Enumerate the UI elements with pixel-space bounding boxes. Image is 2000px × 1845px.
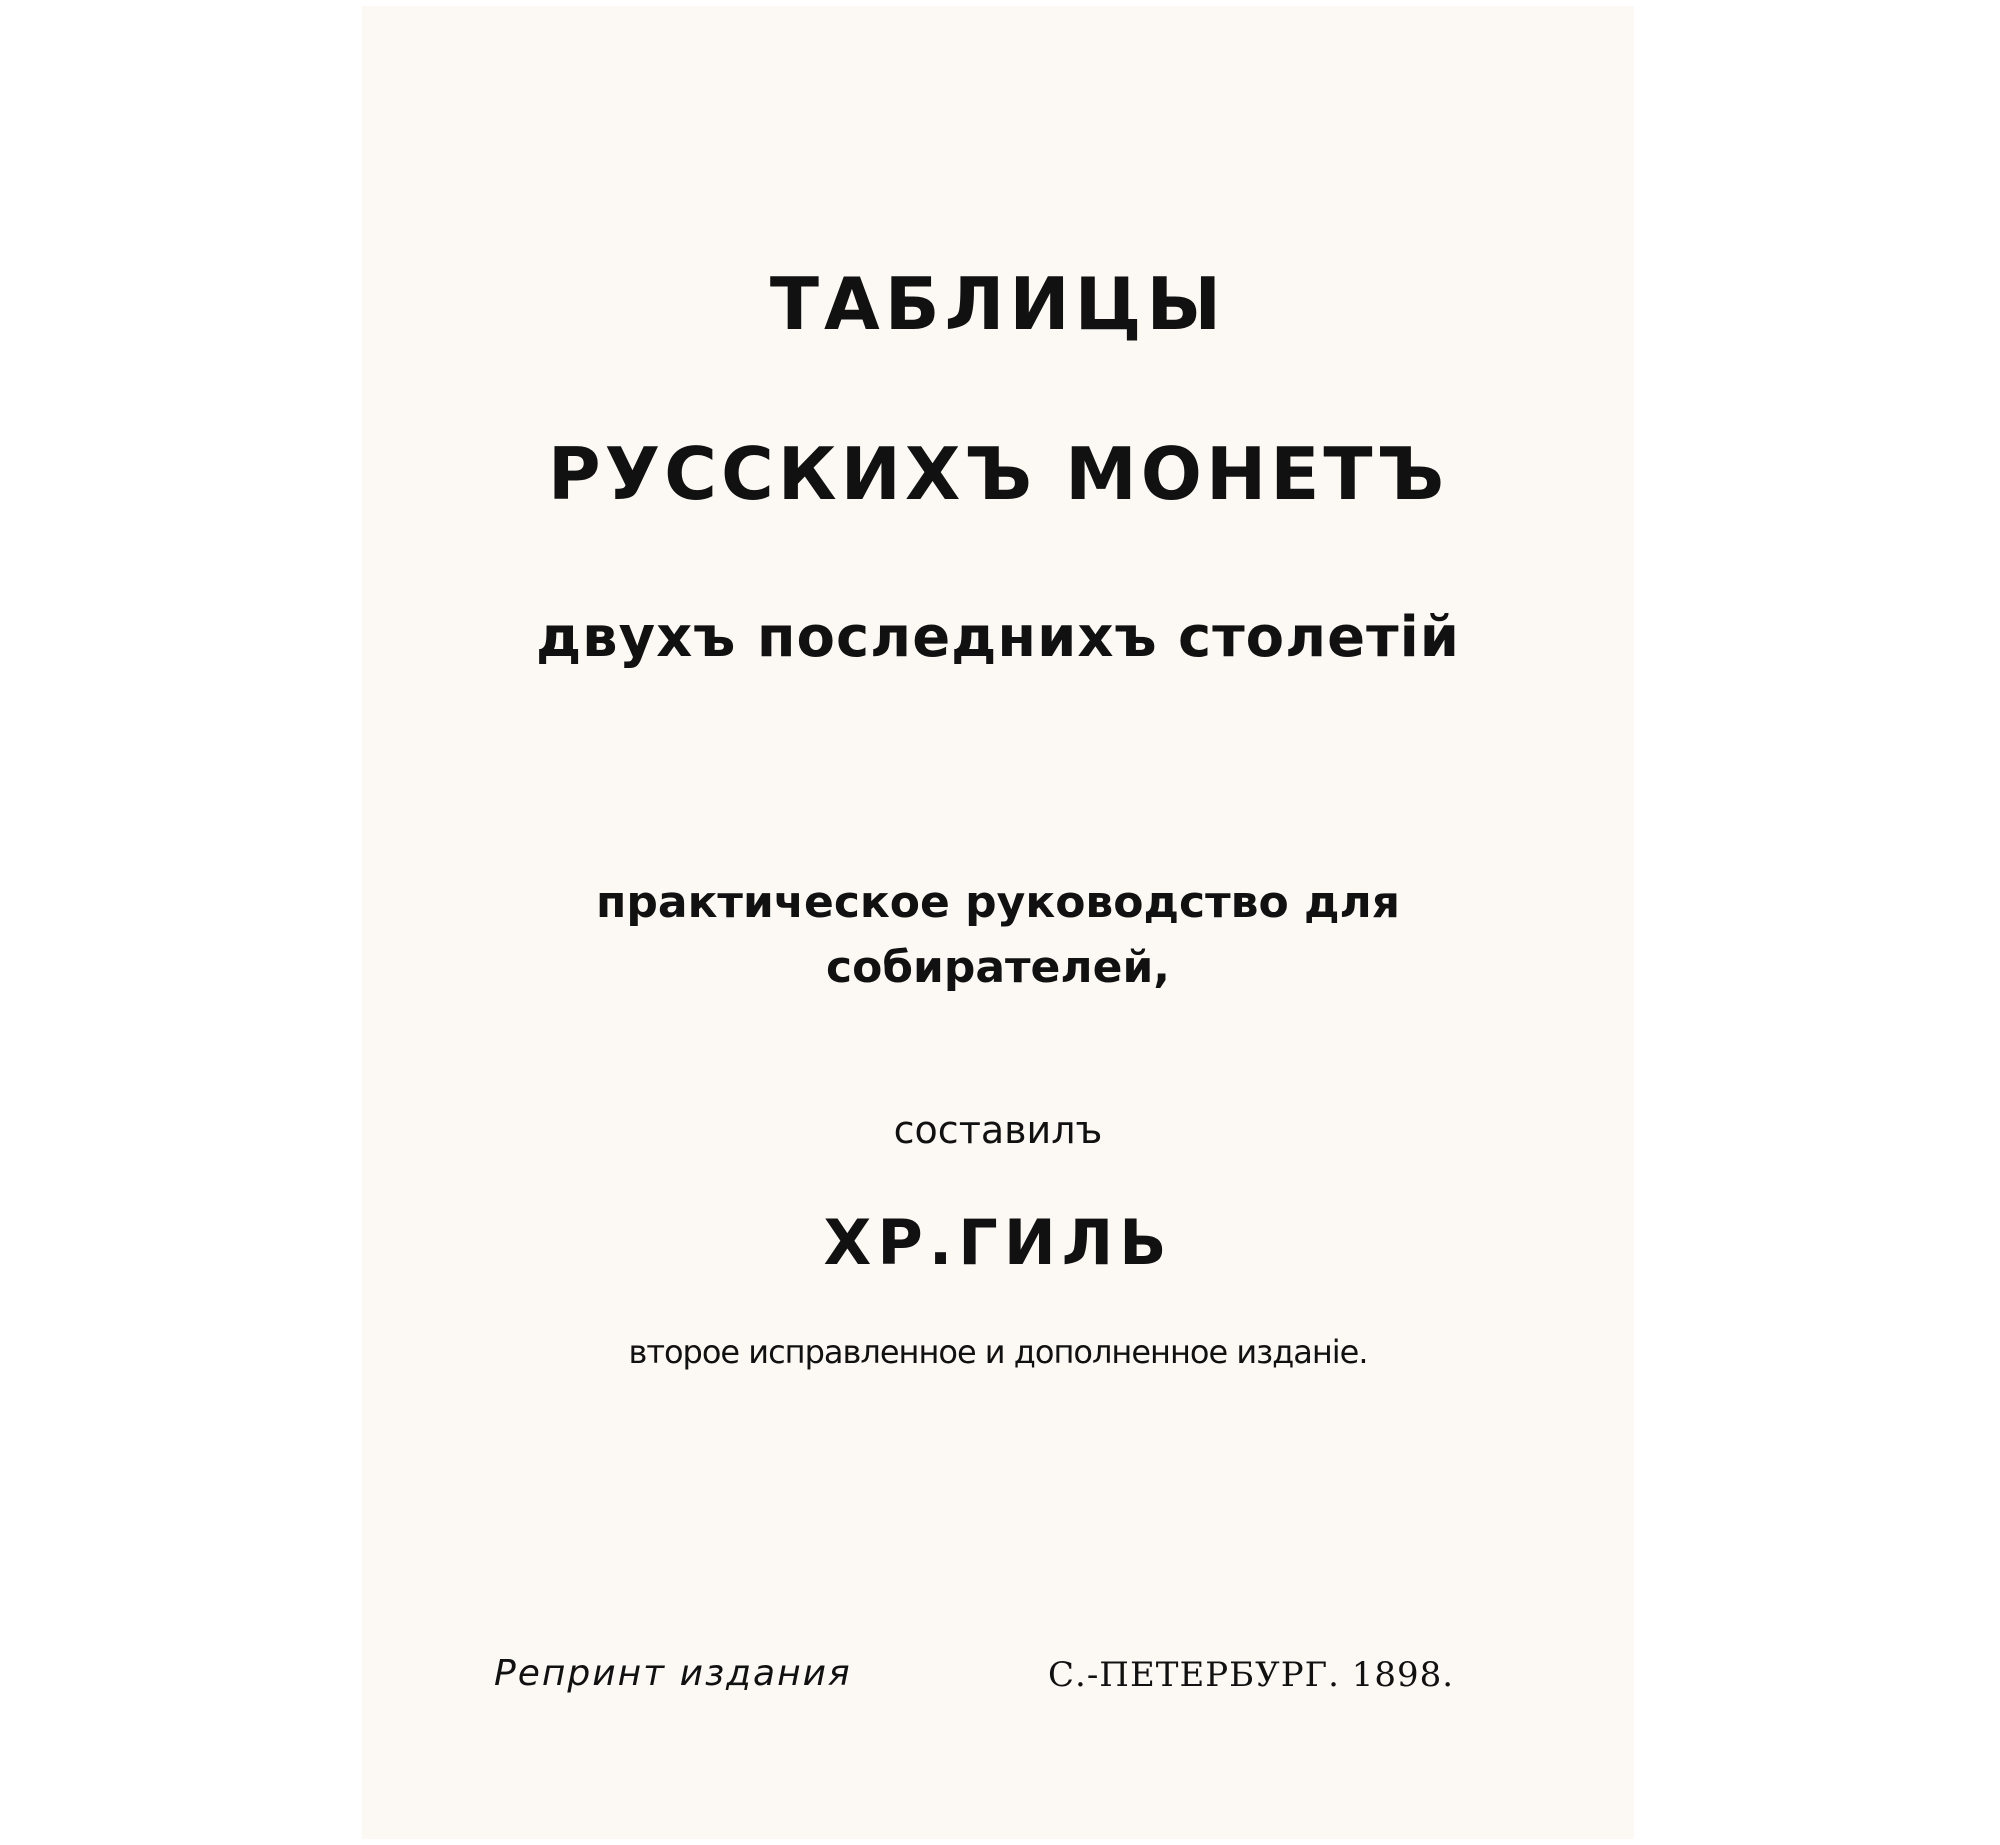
imprint-place-year: С.-ПЕТЕРБУРГ. 1898. (1048, 1655, 1455, 1695)
title-line-1: ТАБЛИЦЫ (769, 262, 1227, 346)
edition-note: второе исправленное и дополненное изданiе. (628, 1333, 1368, 1371)
title-line-3: двухъ последнихъ столетiй (535, 605, 1461, 670)
title-page (362, 6, 1634, 1839)
subtitle-line-1: практическое руководство для (595, 877, 1401, 928)
compiled-by-label: составилъ (893, 1108, 1103, 1152)
title-line-2: РУССКИХЪ МОНЕТЪ (547, 432, 1449, 516)
reprint-label: Репринт издания (494, 1653, 852, 1694)
subtitle-line-2: собирателей, (825, 942, 1170, 993)
author-name: ХР.ГИЛЬ (823, 1206, 1173, 1279)
